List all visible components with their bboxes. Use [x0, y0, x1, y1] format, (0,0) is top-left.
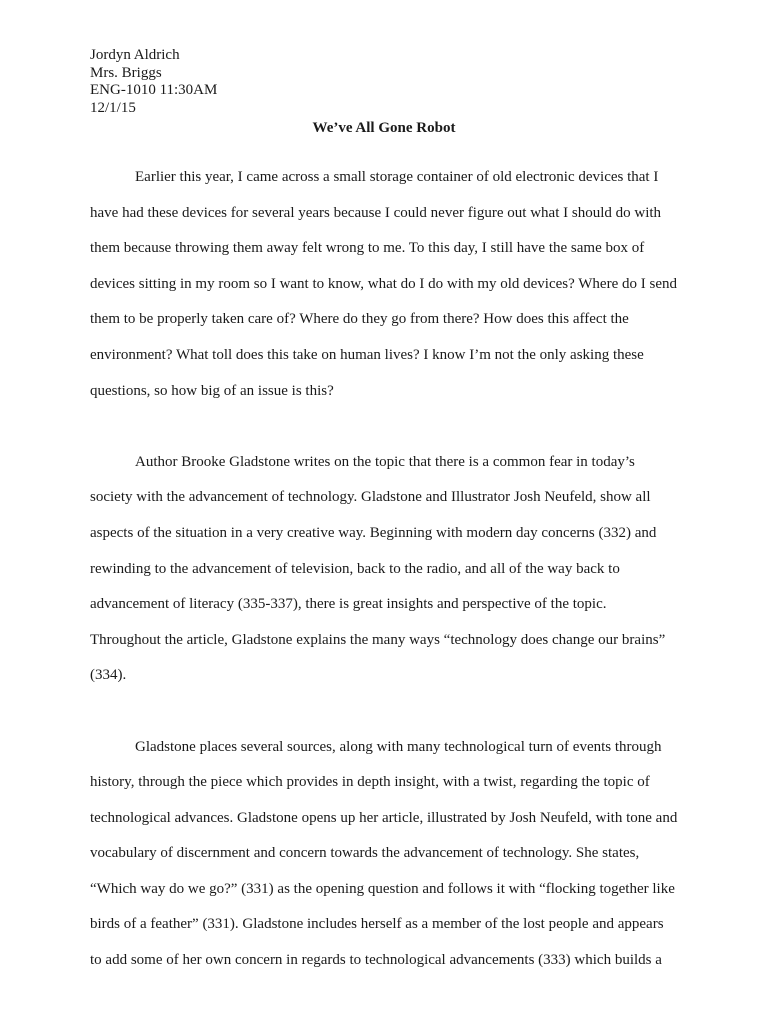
paragraph-2: Author Brooke Gladstone writes on the topic that there is a common fear in today’s society with the advancement of technology. Gladstone and Illustrator Josh Neufeld, show all aspects of the situation in a very creative way. Beginning with modern day concerns (332) and rewinding to the advancement of television, back to the radio, and all of the way back to advancement of literacy (335-337), there is great insights and perspective of the topic. Throughout the article, Gladstone explains the many ways “technology does change our brains” (334).: [90, 453, 666, 684]
instructor-name: Mrs. Briggs: [90, 64, 162, 81]
essay-date: 12/1/15: [90, 99, 136, 116]
paragraph-3: Gladstone places several sources, along with many technological turn of events through history, through the piece which provides in depth insight, with a twist, regarding the topic of technological advances. Gladstone opens up her article, illustrated by Josh Neufeld, with tone and vocabulary of discernment and concern towards the advancement of technology. She states, “Which way do we go?” (331) as the opening question and follows it with “flocking together like birds of a feather” (331). Gladstone includes herself as a member of the lost people and appears to add some of her own concern in regards to technological advancements (333) which builds a: [90, 738, 678, 969]
student-name: Jordyn Aldrich: [90, 47, 180, 63]
essay-heading: [90, 47, 217, 117]
paragraph-1: Earlier this year, I came across a small storage container of old electronic devices that I have had these devices for several years because I could never figure out what I should do with them because throwing them away felt wrong to me. To this day, I still have the same box of devices sitting in my room so I want to know, what do I do with my old devices? Where do I send them to be properly taken care of? Where do they go from there? How does this affect the environment? What toll does this take on human lives? I know I’m not the only asking these questions, so how big of an issue is this?: [90, 169, 677, 399]
course-info: ENG-1010 11:30AM: [90, 82, 218, 98]
essay-body: [90, 160, 678, 979]
essay-title: We’ve All Gone Robot: [312, 120, 456, 136]
